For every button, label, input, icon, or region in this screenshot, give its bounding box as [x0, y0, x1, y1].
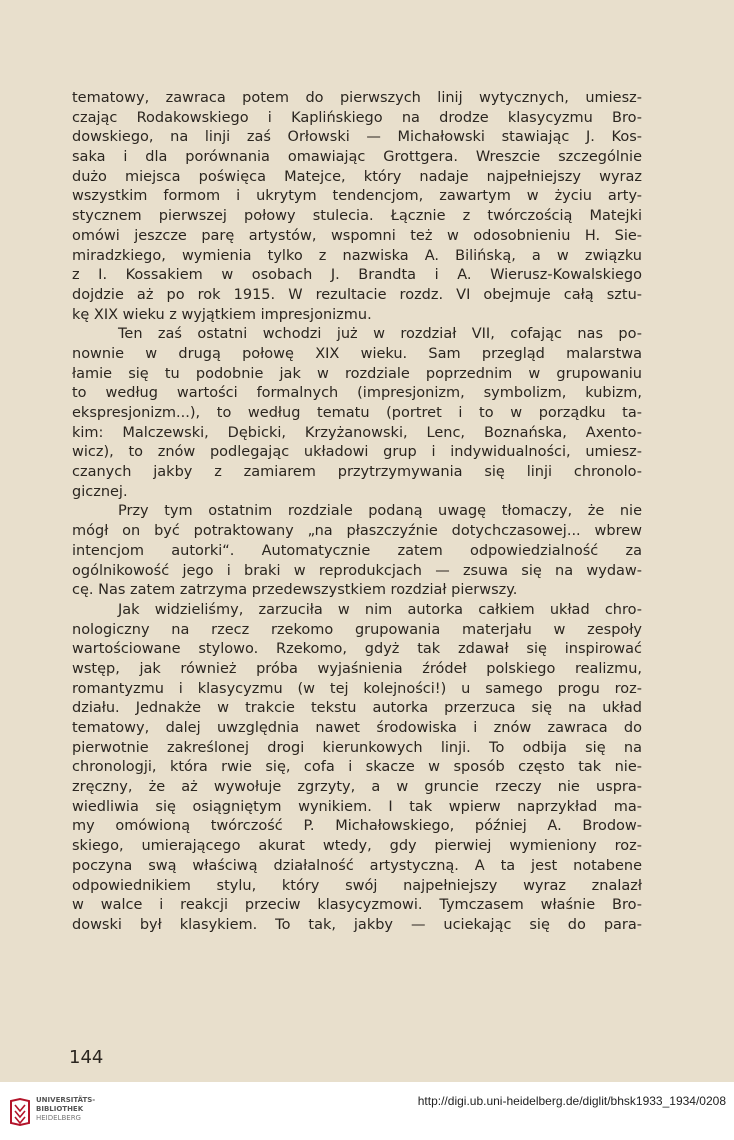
text-line: omówi jeszcze parę artystów, wspomni też w odosobnieniu H. Sie-: [72, 227, 642, 244]
footer-bar: [0, 1082, 734, 1140]
text-line: saka i dla porównania omawiając Grottgera. Wreszcie szczególnie: [72, 149, 642, 166]
text-line: tematowy, dalej uwzględnia nawet środowiska i znów zawraca do: [72, 720, 642, 736]
text-line: wartościowane stylowo. Rzekomo, gdyż tak zdawał się inspirować: [72, 641, 642, 658]
text-line: nologiczny na rzecz rzekomo grupowania materjału w zespoły: [72, 621, 642, 638]
text-line: wszystkim formom i ukrytym tendencjom, zawartym w życiu arty-: [72, 188, 642, 205]
text-line: kim: Malczewski, Dębicki, Krzyżanowski, Lenc, Boznańska, Axento-: [72, 424, 642, 441]
text-line: Ten zaś ostatni wchodzi już w rozdział VII, cofając nas po-: [118, 326, 642, 343]
body-text: [72, 89, 642, 936]
text-line: czając Rodakowskiego i Kaplińskiego na drodze klasycyzmu Bro-: [72, 109, 642, 126]
logo-line: UNIVERSITÄTS-: [36, 1096, 96, 1104]
text-line: dużo miejsca poświęca Matejce, który nadaje najpełniejszy wyraz: [72, 168, 642, 185]
text-line: gicznej.: [72, 483, 128, 500]
text-line: czanych jakby z zamiarem przytrzymywania się linji chronolo-: [72, 464, 642, 481]
text-line: wstęp, jak również próba wyjaśnienia źródeł polskiego realizmu,: [72, 660, 642, 677]
text-line: skiego, umierającego akurat wtedy, gdy pierwiej wymieniony roz-: [72, 838, 642, 855]
text-line: to według wartości formalnych (impresjonizm, symbolizm, kubizm,: [72, 385, 642, 402]
text-line: dowski był klasykiem. To tak, jakby — uciekając się do para-: [72, 916, 642, 933]
text-line: nownie w drugą połowę XIX wieku. Sam przegląd malarstwa: [72, 345, 642, 362]
page-number: 144: [69, 1047, 104, 1068]
text-line: wiedliwia się osiągniętym wynikiem. I tak wpierw naprzykład ma-: [72, 798, 642, 815]
text-line: stycznem pierwszej połowy stulecia. Łącznie z twórczością Matejki: [72, 208, 642, 225]
text-line: zręczny, że aż wywołuje zgrzyty, a w gruncie rzeczy nie uspra-: [72, 779, 642, 796]
library-logo[interactable]: [8, 1094, 98, 1130]
library-crest-icon: [8, 1097, 32, 1127]
library-name: [36, 1096, 95, 1123]
text-line: dojdzie aż po rok 1915. W rezultacie rozdz. VI obejmuje całą sztu-: [72, 286, 642, 303]
text-line: dowskiego, na linji zaś Orłowski — Michałowski stawiając J. Kos-: [72, 129, 642, 146]
text-line: działu. Jednakże w trakcie tekstu autorka przerzuca się na układ: [72, 700, 642, 717]
text-line: ekspresjonizm...), to według tematu (portret i to w porządku ta-: [72, 405, 642, 421]
text-line: Jak widzieliśmy, zarzuciła w nim autorka całkiem układ chro-: [118, 601, 642, 618]
text-line: łamie się tu podobnie jak w rozdziale poprzednim w grupowaniu: [72, 365, 642, 382]
text-line: kę XIX wieku z wyjątkiem impresjonizmu.: [72, 306, 372, 323]
text-line: intencjom autorki“. Automatycznie zatem odpowiedzialność za: [72, 542, 642, 559]
text-line: ogólnikowość jego i braki w reprodukcjach — zsuwa się na wydaw-: [72, 562, 642, 579]
text-line: odpowiednikiem stylu, który swój najpełniejszy wyraz znalazł: [72, 877, 642, 894]
text-line: w walce i reakcji przeciw klasycyzmowi. Tymczasem właśnie Bro-: [72, 897, 642, 914]
logo-line: HEIDELBERG: [36, 1114, 81, 1122]
text-line: my omówioną twórczość P. Michałowskiego, później A. Brodow-: [72, 818, 642, 835]
text-line: tematowy, zawraca potem do pierwszych linij wytycznych, umiesz-: [72, 90, 642, 106]
text-line: mógł on być potraktowany „na płaszczyźnie dotychczasowej... wbrew: [72, 523, 642, 540]
text-line: poczyna swą właściwą działalność artystyczną. A ta jest notabene: [72, 857, 642, 874]
text-line: miradzkiego, wymienia tylko z nazwiska A. Bilińską, a w związku: [72, 247, 642, 264]
text-line: z I. Kossakiem w osobach J. Brandta i A. Wierusz-Kowalskiego: [72, 267, 642, 284]
source-url-link[interactable]: http://digi.ub.uni-heidelberg.de/diglit/bhsk1933_1934/0208: [417, 1094, 726, 1108]
text-line: romantyzmu i klasycyzmu (w tej kolejności!) u samego progu roz-: [72, 680, 642, 697]
text-line: chronologji, która rwie się, cofa i skacze w sposób często tak nie-: [72, 759, 642, 776]
text-line: cę. Nas zatem zatrzyma przedewszystkiem rozdział pierwszy.: [72, 582, 518, 599]
text-line: Przy tym ostatnim rozdziale podaną uwagę tłomaczy, że nie: [118, 503, 642, 520]
text-line: wicz), to znów podlegając układowi grup i indywidualności, umiesz-: [72, 444, 642, 461]
text-line: pierwotnie zakreślonej drogi kierunkowych linji. To odbija się na: [72, 739, 642, 756]
logo-line: BIBLIOTHEK: [36, 1105, 84, 1113]
